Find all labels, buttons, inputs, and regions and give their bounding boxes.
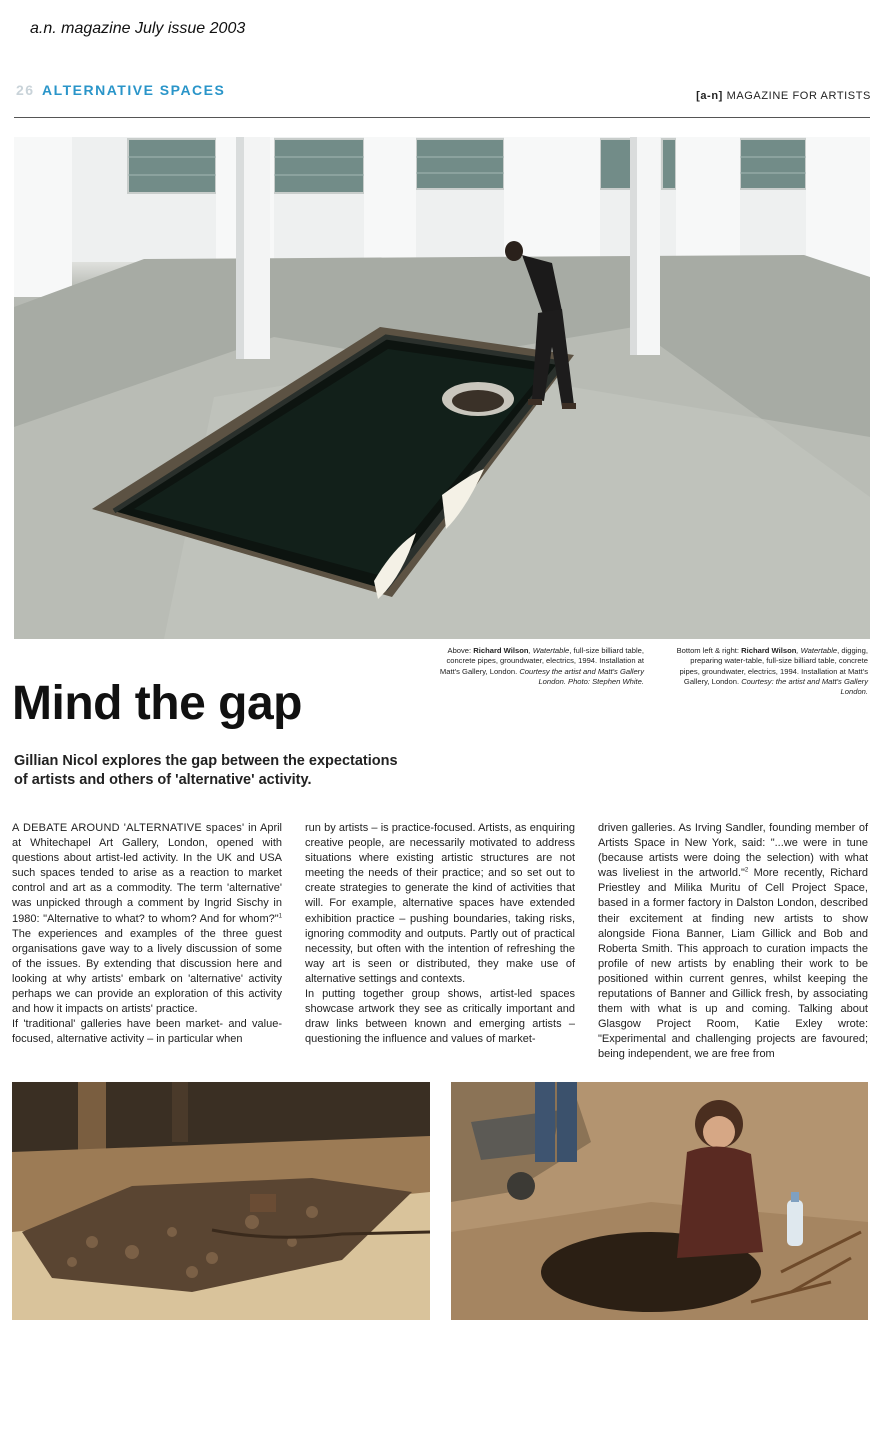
caption-right-details: , digging, preparing water-table, full-size billiard table, concrete pipes, groundwater, electrics, 1994. Installation at Matt's Gallery, London. xyxy=(679,646,868,686)
body-column-1 xyxy=(12,821,282,1047)
footnote-ref: 2 xyxy=(744,867,749,874)
source-note: a.n. magazine July issue 2003 xyxy=(30,20,246,37)
header-rule xyxy=(14,117,870,118)
lead-in: A DEBATE AROUND 'ALTERNATIVE spaces' xyxy=(12,822,245,834)
caption-left-artist: Richard Wilson xyxy=(473,646,529,655)
caption-right-artist: Richard Wilson xyxy=(741,646,797,655)
photo-digging-right xyxy=(451,1082,868,1320)
paragraph-text: More recently, Richard Priestley and Milika Muritu of Cell Project Space, based in a former factory in Dalston London, described their excitement at finding new artists to show alongside Fiona Banner, Liam Gillick and Bob and Roberta Smith. This approach to curation impacts the profile of new artists by enabling their work to be positioned within current genres, whilst keeping the reputations of Banner and Gillick fresh, by associating them with what is up and coming. Talking about Glasgow Project Room, Katie Exley wrote: "Experimental and challenging projects are favoured; being independent, we are free from xyxy=(598,867,868,1061)
caption-right-prefix: Bottom left & right: xyxy=(676,646,742,655)
section-title: ALTERNATIVE SPACES xyxy=(42,82,226,98)
body-column-2 xyxy=(305,821,575,1047)
caption-bottom-photos: Bottom left & right: Richard Wilson, Watertable, digging, preparing water-table, full-size billiard table, concrete pipes, groundwater, electrics, 1994. Installation at Matt's Gallery, London. Courtesy: the artist and Matt's Gallery London. xyxy=(676,646,868,697)
hero-photo xyxy=(14,137,870,639)
paragraph xyxy=(12,821,282,1017)
paragraph: If 'traditional' galleries have been market- and value-focused, alternative activity – in particular when xyxy=(12,1018,282,1046)
magazine-name xyxy=(696,90,871,102)
caption-left-title: Watertable xyxy=(532,646,570,655)
paragraph-text: driven galleries. As Irving Sandler, founding member of Artists Space in New York, said: "...we were in tune (because artists were doing the selection) with what was liveliest in the artworld." xyxy=(598,822,868,880)
caption-left-credit: Courtesy the artist and Matt's Gallery London. Photo: Stephen White. xyxy=(519,666,644,686)
photo-digging-left xyxy=(12,1082,430,1320)
magazine-title: MAGAZINE FOR ARTISTS xyxy=(726,90,871,102)
standfirst: Gillian Nicol explores the gap between the expectations of artists and others of 'alternative' activity. xyxy=(14,753,398,788)
caption-top-photo: Above: Richard Wilson, Watertable, full-size billiard table, concrete pipes, groundwater, electrics, 1994. Installation at Matt's Gallery, London. Courtesy the artist and Matt's Gallery London. Photo: Stephen White. xyxy=(439,646,644,686)
caption-right-title: Watertable xyxy=(800,646,838,655)
body-column-3 xyxy=(598,821,868,1063)
caption-left-prefix: Above: xyxy=(447,646,474,655)
paragraph xyxy=(598,821,868,1063)
footnote-ref: 1 xyxy=(278,912,282,919)
page-number: 26 xyxy=(16,82,35,98)
paragraph-text: The experiences and examples of the three guest organisations gave way to a lively discussion of some of the issues. By extending that discussion here and looking at why artists' embark on 'alternative' activity perhaps we can provide an exploration of this activity and how it impacts on artists' practice. xyxy=(12,927,282,1016)
caption-left-details: , full-size billiard table, concrete pipes, groundwater, electrics, 1994. Installation at Matt's Gallery, London. xyxy=(439,646,644,676)
paragraph-text: in April at Whitechapel Art Gallery, London, opened with questions about artist-led activity. In the UK and USA such spaces tended to arise as a reaction to market control and art as a commodity. The term 'alternative' was unpicked through a comment by Ingrid Sischy in 1980: "Alternative to what? to whom? And for whom?" xyxy=(12,822,283,925)
paragraph: In putting together group shows, artist-led spaces showcase artwork they see as critically important and draw links between known and emerging artists – questioning the influence and values of market- xyxy=(305,988,575,1046)
magazine-bracket: [a-n] xyxy=(696,90,723,102)
caption-right-credit: Courtesy: the artist and Matt's Gallery London. xyxy=(741,676,868,697)
paragraph: run by artists – is practice-focused. Artists, as enquiring creative people, are necessarily motivated to address situations where existing artistic structures are not meeting the needs of their practice; and so set out to create strategies to generate the kind of activities that will. For example, alternative spaces have extended exhibition practice – pushing boundaries, taking risks, ignoring commodity and outputs. Partly out of practical necessity, but often with the intention of refreshing the way art is seen or distributed, they make use of alternative settings and contexts. xyxy=(305,822,575,985)
headline: Mind the gap xyxy=(12,677,302,730)
